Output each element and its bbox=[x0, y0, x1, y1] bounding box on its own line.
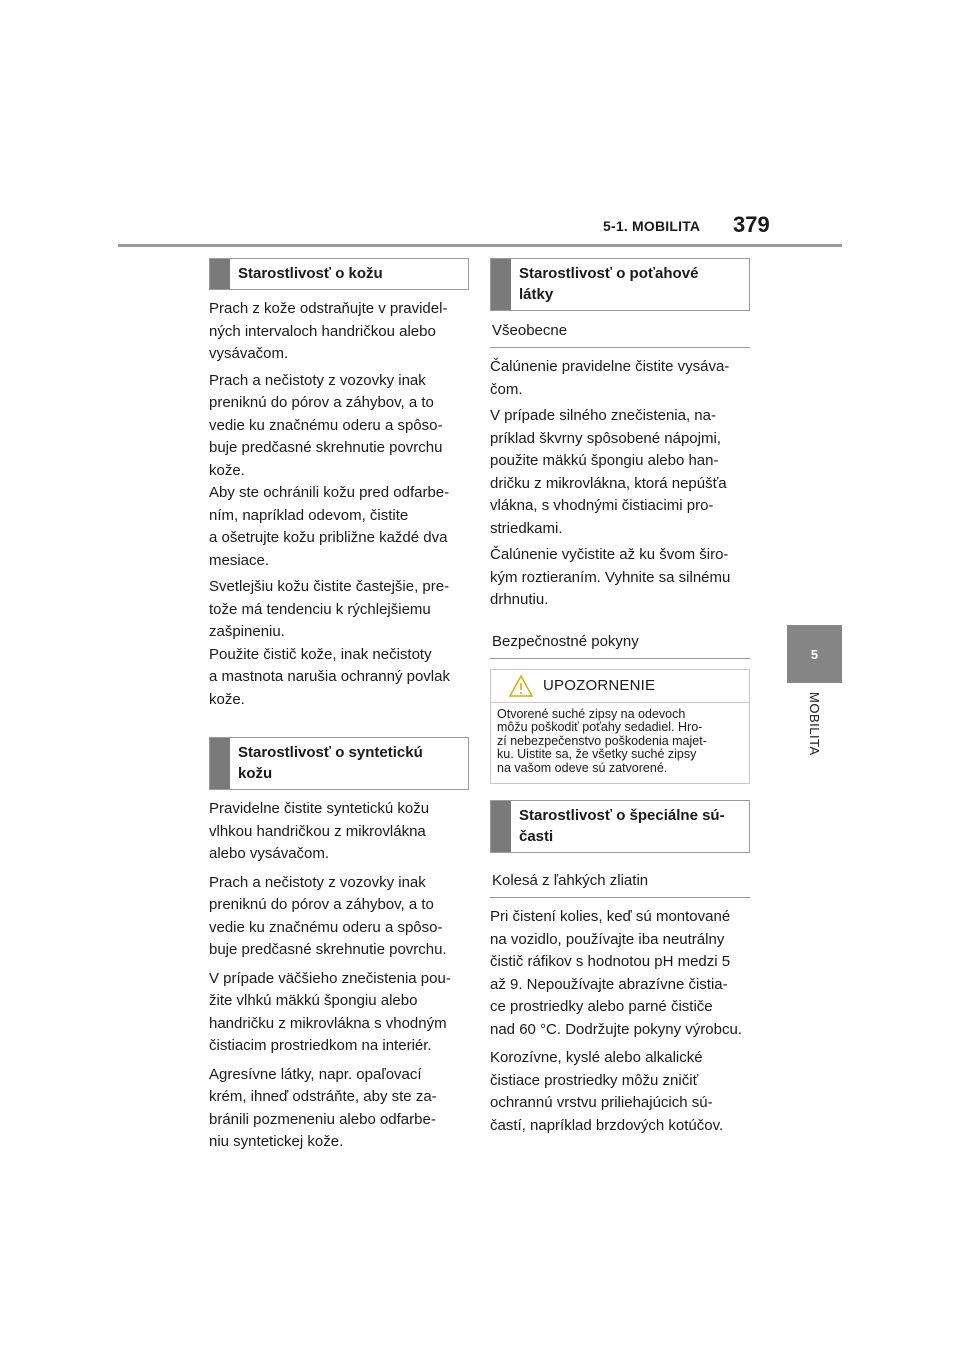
text-line: čistiacim prostriedkom na interiér. bbox=[209, 1037, 432, 1054]
text-line: buje predčasné skrehnutie povrchu bbox=[209, 439, 443, 456]
text-line: nad 60 °C. Dodržujte pokyny výrobcu. bbox=[490, 1020, 742, 1038]
text-line: preniknú do pórov a záhybov, a to bbox=[209, 896, 434, 913]
subheading-safety: Bezpečnostné pokyny bbox=[490, 622, 750, 659]
text-line: kože. bbox=[209, 690, 245, 708]
text-line: ním, napríklad odevom, čistite bbox=[209, 506, 409, 524]
text-line: vlákna, s vhodnými čistiacimi pro- bbox=[490, 497, 714, 514]
text-line: Pravidelne čistite syntetickú kožu bbox=[209, 800, 430, 817]
text-line: Prach z kože odstraňujte v pravidel- bbox=[209, 300, 448, 317]
text-line: niu syntetickej kože. bbox=[209, 1133, 344, 1150]
text-line: dričku z mikrovlákna, ktorá nepúšťa bbox=[490, 474, 727, 492]
section-heading-leather: Starostlivosť o kožu bbox=[209, 258, 469, 290]
text-line: handričku z mikrovlákna s vhodným bbox=[209, 1014, 447, 1032]
right-column bbox=[490, 258, 750, 1137]
text-line: V prípade silného znečistenia, na- bbox=[490, 407, 716, 424]
text-line: preniknú do pórov a záhybov, a to bbox=[209, 394, 434, 411]
chapter-tab: 5 bbox=[787, 625, 842, 683]
text-line: až 9. Nepoužívajte abrazívne čistia- bbox=[490, 975, 728, 993]
text-line: ných intervaloch handričkou alebo bbox=[209, 322, 436, 340]
text-line: Svetlejšiu kožu čistite častejšie, pre- bbox=[209, 578, 450, 595]
warning-title: UPOZORNENIE bbox=[543, 677, 656, 694]
text-line: mesiace. bbox=[209, 551, 270, 569]
warning-text: Otvorené suché zipsy na odevoch môžu poškodiť poťahy sedadiel. Hro- zí nebezpečenstvo poškodenia majet- ku. Uistite sa, že všetky suché zipsy na vašom odeve sú zatvorené. bbox=[497, 706, 707, 775]
text-line: čom. bbox=[490, 380, 523, 398]
header-rule bbox=[118, 244, 842, 247]
section-heading-upholstery: Starostlivosť o poťahové látky bbox=[490, 258, 750, 311]
subheading-general: Všeobecne bbox=[490, 311, 750, 348]
text-line: Čalúnenie vyčistite až ku švom širo- bbox=[490, 546, 729, 563]
text-line: drhnutiu. bbox=[490, 591, 549, 608]
text-line: kože. bbox=[209, 461, 245, 479]
section-heading-special-parts: Starostlivosť o špeciálne sú- časti bbox=[490, 800, 750, 853]
text-line: vedie ku značnému oderu a spôso- bbox=[209, 416, 443, 434]
text-line: použite mäkkú špongiu alebo han- bbox=[490, 452, 719, 469]
left-column bbox=[209, 258, 469, 1154]
text-line: alebo vysávačom. bbox=[209, 845, 330, 862]
text-line: vlhkou handričkou z mikrovlákna bbox=[209, 822, 426, 840]
text-line: Agresívne látky, napr. opaľovací bbox=[209, 1065, 422, 1083]
subheading-alloy-wheels: Kolesá z ľahkých zliatin bbox=[490, 861, 750, 898]
text-line: príklad škvrny spôsobené nápojmi, bbox=[490, 429, 721, 447]
text-line: bránili pozmeneniu alebo odfarbe- bbox=[209, 1110, 436, 1128]
text-line: Použite čistič kože, inak nečistoty bbox=[209, 645, 432, 663]
text-line: Pri čistení kolies, keď sú montované bbox=[490, 908, 731, 925]
text-line: a ošetrujte kožu približne každé dva bbox=[209, 529, 448, 546]
section-title: 5-1. MOBILITA bbox=[603, 218, 701, 234]
text-line: žite vlhkú mäkkú špongiu alebo bbox=[209, 992, 418, 1009]
text-line: zašpineniu. bbox=[209, 623, 285, 640]
text-line: ochrannú vrstvu priliehajúcich sú- bbox=[490, 1094, 713, 1111]
text-line: častí, napríklad brzdových kotúčov. bbox=[490, 1116, 724, 1134]
text-line: Aby ste ochránili kožu pred odfarbe- bbox=[209, 484, 450, 501]
text-line: Čalúnenie pravidelne čistite vysáva- bbox=[490, 358, 730, 375]
text-line: krém, ihneď odstráňte, aby ste za- bbox=[209, 1088, 437, 1105]
warning-icon bbox=[509, 675, 533, 697]
section-heading-synthetic-leather: Starostlivosť o syntetickú kožu bbox=[209, 737, 469, 790]
text-line: čistič ráfikov s hodnotou pH medzi 5 bbox=[490, 953, 731, 970]
text-line: ce prostriedky alebo parné čističe bbox=[490, 998, 713, 1015]
chapter-label: MOBILITA bbox=[807, 692, 822, 756]
text-line: čistiace prostriedky môžu zničiť bbox=[490, 1071, 699, 1089]
text-line: na vozidlo, používajte iba neutrálny bbox=[490, 930, 725, 948]
warning-box bbox=[490, 669, 750, 785]
text-line: Prach a nečistoty z vozovky inak bbox=[209, 873, 426, 891]
text-line: Prach a nečistoty z vozovky inak bbox=[209, 371, 426, 389]
text-line: striedkami. bbox=[490, 519, 563, 537]
text-line: tože má tendenciu k rýchlejšiemu bbox=[209, 600, 431, 618]
text-line: vysávačom. bbox=[209, 345, 289, 362]
page-number: 379 bbox=[733, 212, 770, 237]
text-line: Korozívne, kyslé alebo alkalické bbox=[490, 1049, 703, 1066]
text-line: kým roztieraním. Vyhnite sa silnému bbox=[490, 568, 731, 586]
text-line: V prípade väčšieho znečistenia pou- bbox=[209, 969, 451, 987]
text-line: buje predčasné skrehnutie povrchu. bbox=[209, 941, 447, 958]
text-line: vedie ku značnému oderu a spôso- bbox=[209, 918, 443, 936]
text-line: a mastnota narušia ochranný povlak bbox=[209, 668, 450, 685]
